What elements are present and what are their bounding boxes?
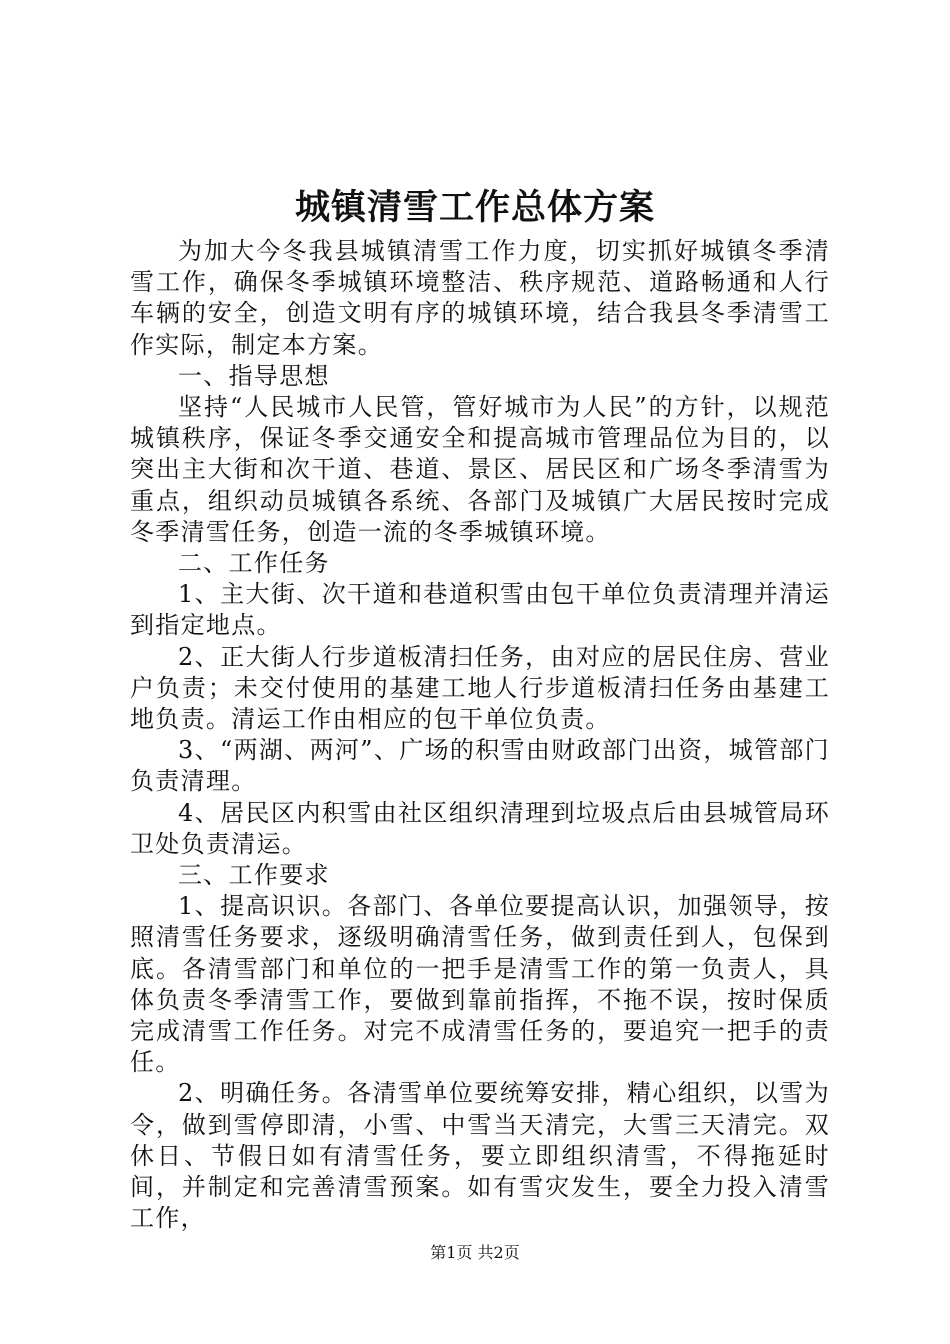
guiding-ideology-paragraph: 坚持“人民城市人民管，管好城市为人民”的方针，以规范城镇秩序，保证冬季交通安全和提高城市管理品位为目的，以突出主大街和次干道、巷道、景区、居民区和广场冬季清雪为重点，组织动员城镇各系统、各部门及城镇广大居民按时完成冬季清雪任务，创造一流的冬季城镇环境。 bbox=[130, 393, 830, 546]
work-task-item: 3、“两湖、两河”、广场的积雪由财政部门出资，城管部门负责清理。 bbox=[130, 736, 830, 796]
intro-paragraph: 为加大今冬我县城镇清雪工作力度，切实抓好城镇冬季清雪工作，确保冬季城镇环境整洁、秩序规范、道路畅通和人行车辆的安全，创造文明有序的城镇环境，结合我县冬季清雪工作实际，制定本方案。 bbox=[130, 237, 830, 359]
work-task-item: 1、主大街、次干道和巷道积雪由包干单位负责清理并清运到指定地点。 bbox=[130, 580, 830, 640]
document-body bbox=[130, 236, 830, 1235]
work-task-item: 4、居民区内积雪由社区组织清理到垃圾点后由县城管局环卫处负责清运。 bbox=[130, 798, 830, 858]
section-heading-work-tasks: 二、工作任务 bbox=[178, 549, 330, 578]
work-requirement-item: 1、提高识识。各部门、各单位要提高认识，加强领导，按照清雪任务要求，逐级明确清雪任务，做到责任到人，包保到底。各清雪部门和单位的一把手是清雪工作的第一负责人，具体负责冬季清雪工作，要做到靠前指挥，不拖不误，按时保质完成清雪工作任务。对完不成清雪任务的，要追究一把手的责任。 bbox=[130, 892, 830, 1077]
section-heading-guiding-ideology: 一、指导思想 bbox=[178, 361, 330, 390]
work-requirement-item: 2、明确任务。各清雪单位要统筹安排，精心组织，以雪为令，做到雪停即清，小雪、中雪当天清完，大雪三天清完。双休日、节假日如有清雪任务，要立即组织清雪，不得拖延时间，并制定和完善清雪预案。如有雪灾发生，要全力投入清雪工作， bbox=[130, 1079, 830, 1233]
section-heading-work-requirements: 三、工作要求 bbox=[178, 861, 330, 890]
work-task-item: 2、正大街人行步道板清扫任务，由对应的居民住房、营业户负责；未交付使用的基建工地人行步道板清扫任务由基建工地负责。清运工作由相应的包干单位负责。 bbox=[130, 642, 830, 734]
page-number-footer: 第1页 共2页 bbox=[430, 1243, 520, 1262]
document-title: 城镇清雪工作总体方案 bbox=[294, 187, 655, 228]
